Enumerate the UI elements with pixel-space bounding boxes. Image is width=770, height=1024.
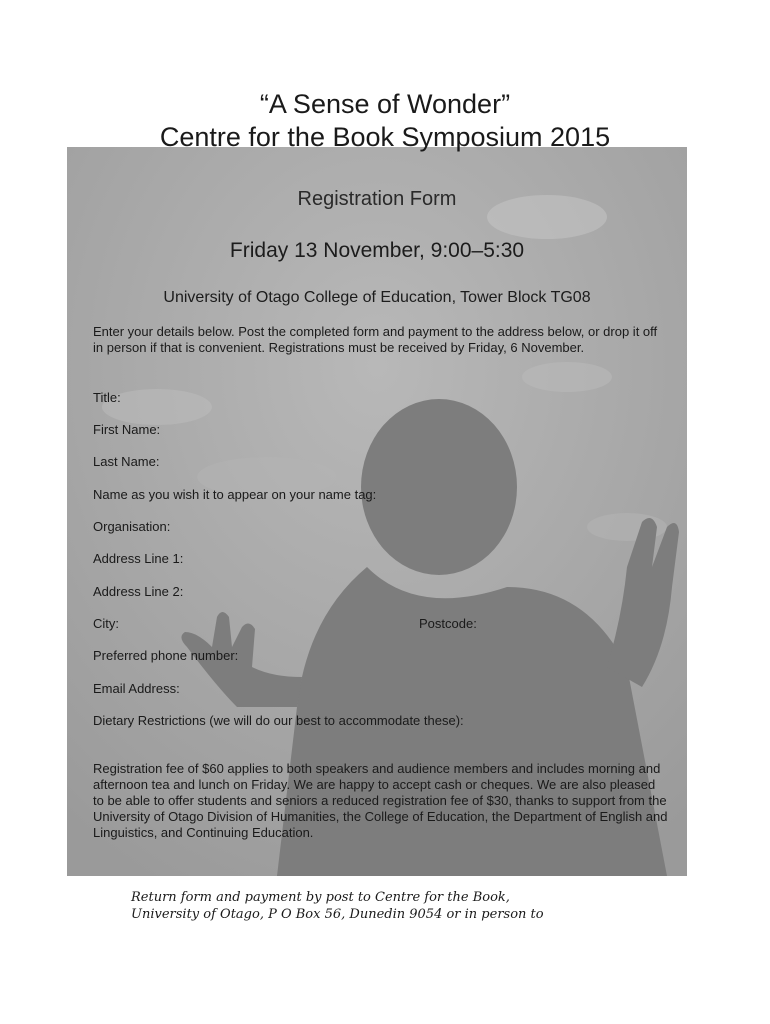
form-heading: Registration Form [297, 188, 457, 210]
return-instructions [131, 889, 651, 923]
registration-fee-note: Registration fee of $60 applies to both speakers and audience members and includes morning and afternoon tea and lunch on Friday. We are happy to accept cash or cheques. We are also pleased to be able to offer students and seniors a reduced registration fee of $30, thanks to support from the University of Otago Division of Humanities, the College of Education, the Department of English and Linguistics, and Continuing Education. [93, 761, 668, 840]
phone-field-label: Preferred phone number: [93, 648, 239, 663]
title-field-label: Title: [93, 390, 121, 405]
document-title-line1: “A Sense of Wonder” [259, 89, 511, 119]
event-date: Friday 13 November, 9:00–5:30 [229, 239, 525, 262]
address-line2-field-label: Address Line 2: [93, 584, 184, 599]
organisation-field-label: Organisation: [93, 519, 171, 534]
last-name-field-label: Last Name: [93, 454, 160, 469]
photo-background-panel [67, 147, 687, 876]
first-name-field-label: First Name: [93, 422, 161, 437]
registration-form [67, 147, 687, 876]
document-title-line2: Centre for the Book Symposium 2015 [159, 122, 611, 152]
document-header [0, 88, 770, 154]
event-venue: University of Otago College of Education, Tower Block TG08 [163, 289, 591, 306]
dietary-field-label: Dietary Restrictions (we will do our best to accommodate these): [93, 713, 464, 728]
email-field-label: Email Address: [93, 681, 180, 696]
city-field-label: City: [93, 616, 119, 631]
form-instructions: Enter your details below. Post the completed form and payment to the address below, or drop it off in person if that is convenient. Registrations must be received by Friday, 6 November. [93, 324, 658, 355]
postcode-field-label: Postcode: [419, 616, 477, 631]
address-line1-field-label: Address Line 1: [93, 551, 184, 566]
return-instructions-line1: Return form and payment by post to Centre for the Book, [131, 890, 510, 905]
return-instructions-line2: University of Otago, P O Box 56, Dunedin 9054 or in person to [131, 907, 544, 922]
name-tag-field-label: Name as you wish it to appear on your name tag: [93, 487, 377, 502]
